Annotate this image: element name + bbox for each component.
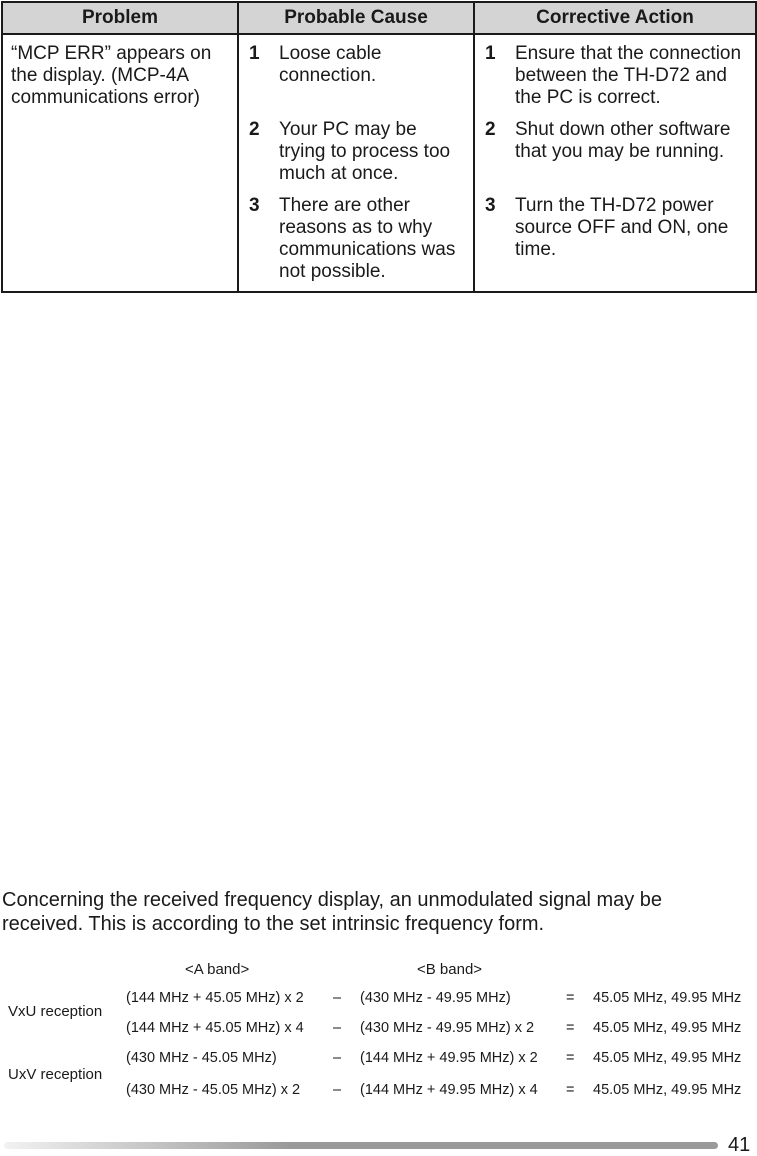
problem-text: “MCP ERR” appears on the display. (MCP-4A communications error) xyxy=(11,43,212,108)
problem-cell xyxy=(2,34,238,292)
minus-operator: – xyxy=(333,1050,342,1066)
action-number: 2 xyxy=(485,119,496,140)
action-text: Turn the TH-D72 power source OFF and ON, one time. xyxy=(515,195,729,260)
action-item xyxy=(475,43,755,109)
cause-number: 2 xyxy=(249,119,260,140)
cause-text: Loose cable connection. xyxy=(279,43,382,86)
a-band-header: <A band> xyxy=(185,961,250,978)
b-band-expression: (144 MHz + 49.95 MHz) x 2 xyxy=(360,1050,538,1066)
cause-number: 1 xyxy=(249,43,260,64)
action-number: 3 xyxy=(485,195,496,216)
action-text: Ensure that the connection between the TH-D72 and the PC is correct. xyxy=(515,43,742,108)
b-band-header: <B band> xyxy=(417,961,483,978)
frequency-result: 45.05 MHz, 49.95 MHz xyxy=(593,1082,742,1098)
frequency-result: 45.05 MHz, 49.95 MHz xyxy=(593,990,742,1006)
uxv-reception-label: UxV reception xyxy=(8,1066,103,1083)
a-band-expression: (430 MHz - 45.05 MHz) xyxy=(126,1050,277,1066)
a-band-expression: (430 MHz - 45.05 MHz) x 2 xyxy=(126,1082,301,1098)
header-corrective-action: Corrective Action xyxy=(474,2,756,34)
equals-operator: = xyxy=(566,1050,575,1066)
frequency-result: 45.05 MHz, 49.95 MHz xyxy=(593,1050,742,1066)
a-band-expression: (144 MHz + 45.05 MHz) x 4 xyxy=(126,1020,304,1036)
minus-operator: – xyxy=(333,990,342,1006)
equals-operator: = xyxy=(566,1082,575,1098)
action-item xyxy=(475,119,755,163)
minus-operator: – xyxy=(333,1082,342,1098)
footer-divider xyxy=(4,1142,718,1149)
page-number: 41 xyxy=(728,1134,751,1156)
equals-operator: = xyxy=(566,990,575,1006)
cause-item xyxy=(239,119,473,185)
frequency-result: 45.05 MHz, 49.95 MHz xyxy=(593,1020,742,1036)
action-text: Shut down other software that you may be running. xyxy=(515,119,731,162)
table-row xyxy=(2,34,756,292)
action-item xyxy=(475,195,755,261)
cause-text: There are other reasons as to why communications was not possible. xyxy=(279,195,456,282)
cause-item xyxy=(239,43,473,87)
equals-operator: = xyxy=(566,1020,575,1036)
vxu-reception-label: VxU reception xyxy=(8,1003,103,1020)
header-problem: Problem xyxy=(2,2,238,34)
troubleshooting-table xyxy=(1,1,757,293)
table-header-row xyxy=(2,2,756,34)
b-band-expression: (430 MHz - 49.95 MHz) x 2 xyxy=(360,1020,535,1036)
b-band-expression: (430 MHz - 49.95 MHz) xyxy=(360,990,511,1006)
cause-cell xyxy=(238,34,474,292)
action-number: 1 xyxy=(485,43,496,64)
header-probable-cause: Probable Cause xyxy=(238,2,474,34)
a-band-expression: (144 MHz + 45.05 MHz) x 2 xyxy=(126,990,304,1006)
action-cell xyxy=(474,34,756,292)
b-band-expression: (144 MHz + 49.95 MHz) x 4 xyxy=(360,1082,538,1098)
cause-text: Your PC may be trying to process too much at once. xyxy=(279,119,451,184)
frequency-note: Concerning the received frequency display, an unmodulated signal may be received. This is according to the set intrinsic frequency form. xyxy=(2,889,663,935)
cause-number: 3 xyxy=(249,195,260,216)
cause-item xyxy=(239,195,473,283)
minus-operator: – xyxy=(333,1020,342,1036)
